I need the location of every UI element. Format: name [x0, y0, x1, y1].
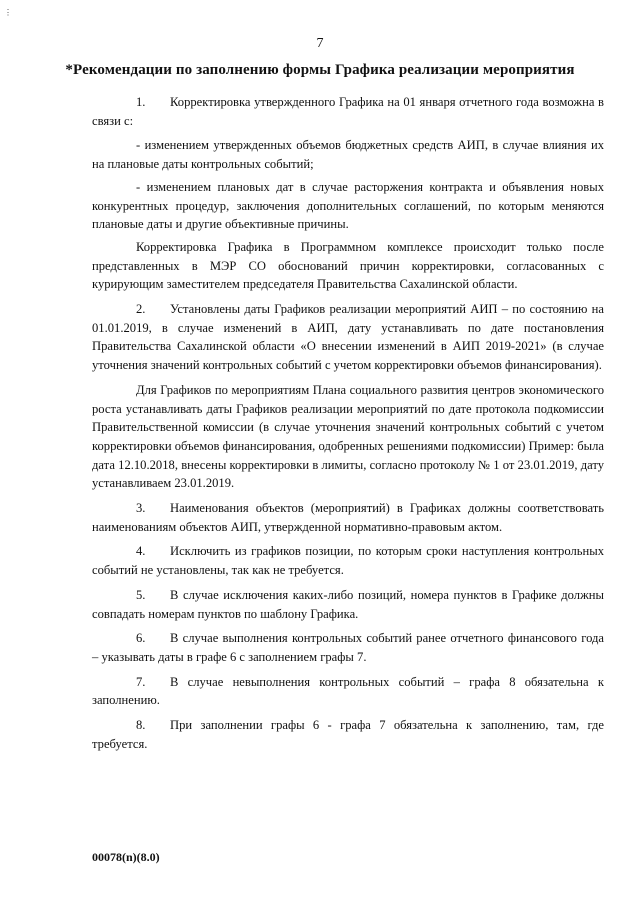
item-number: 1.: [136, 95, 146, 109]
item-number: 4.: [136, 544, 146, 559]
paragraph-text: В случае невыполнения контрольных событий – графа 8 обязательна к заполнению.: [92, 674, 604, 708]
paragraph-text: В случае выполнения контрольных событий ранее отчетного финансового года – указывать даты в графе 6 с заполнением графы 7.: [92, 631, 604, 664]
paragraph-2: [92, 300, 604, 375]
paragraph-text: Корректировка утвержденного Графика на 01 января отчетного года возможна в связи с:: [92, 95, 604, 128]
paragraph-4: [92, 542, 604, 579]
item-number: 7.: [136, 674, 146, 689]
paragraph-text: - изменением плановых дат в случае расторжения контракта и объявления новых конкурентных процедур, заключения дополнительных соглашений, по которым меняются плановые даты и другие объективные причины.: [92, 179, 604, 232]
paragraph-5: [92, 586, 604, 623]
paragraph-1-sub-a: [92, 136, 604, 173]
paragraph-text: Корректировка Графика в Программном комплексе происходит только после представленных в МЭР СО обоснований причин корректировки, согласованных с курирующим заместителем председателя Правительства Сахалинской области.: [92, 239, 604, 292]
paragraph-text: Исключить из графиков позиции, по которым сроки наступления контрольных событий не установлены, так как не требуется.: [92, 544, 604, 578]
paragraph-text: Для Графиков по мероприятиям Плана социального развития центров экономического роста устанавливать даты Графиков реализации мероприятий по дате протокола подкомиссии Правительственной комиссии (в случае уточнения значений контрольных событий с учетом корректировки объемов финансирования, одобренных решениями подкомиссии) Пример: была дата 12.10.2018, внесены корректировки в лимиты, согласно протоколу № 1 от 23.01.2019, дату устанавливаем 23.01.2019.: [92, 382, 604, 491]
paragraph-text: - изменением утвержденных объемов бюджетных средств АИП, в случае влияния их на плановые даты контрольных событий;: [92, 138, 604, 172]
footer-document-code: 00078(n)(8.0): [92, 850, 160, 864]
paragraph-3: [92, 499, 604, 536]
document-body: [92, 93, 604, 760]
item-number: 8.: [136, 718, 146, 733]
margin-mark: ⋮: [4, 8, 12, 17]
item-number: 6.: [136, 631, 146, 646]
document-title: *Рекомендации по заполнению формы Графика реализации мероприятия: [65, 62, 575, 78]
paragraph-7: [92, 673, 604, 710]
item-number: 5.: [136, 587, 146, 602]
paragraph-1-note: [92, 238, 604, 294]
item-number: 2.: [136, 302, 146, 317]
item-number: 3.: [136, 501, 146, 516]
paragraph-text: При заполнении графы 6 - графа 7 обязательна к заполнению, там, где требуется.: [92, 718, 604, 751]
paragraph-8: [92, 716, 604, 753]
paragraph-6: [92, 629, 604, 666]
paragraph-text: Наименования объектов (мероприятий) в Графиках должны соответствовать наименованиям объектов АИП, утвержденной нормативно-правовым актом.: [92, 501, 604, 534]
paragraph-text: В случае исключения каких-либо позиций, номера пунктов в Графике должны совпадать номерам пунктов по шаблону Графика.: [92, 587, 604, 621]
paragraph-1-sub-b: [92, 178, 604, 234]
paragraph-2-note: [92, 381, 604, 493]
paragraph-1: [92, 93, 604, 130]
paragraph-text: Установлены даты Графиков реализации мероприятий АИП – по состоянию на 01.01.2019, в случае изменений в АИП, дату устанавливать по дате постановления Правительства Сахалинской области «О внесении изменений в АИП 2019-2021» (в случае уточнения значений контрольных событий с учетом корректировки объемов финансирования).: [92, 302, 604, 373]
page-number: 7: [316, 36, 324, 51]
